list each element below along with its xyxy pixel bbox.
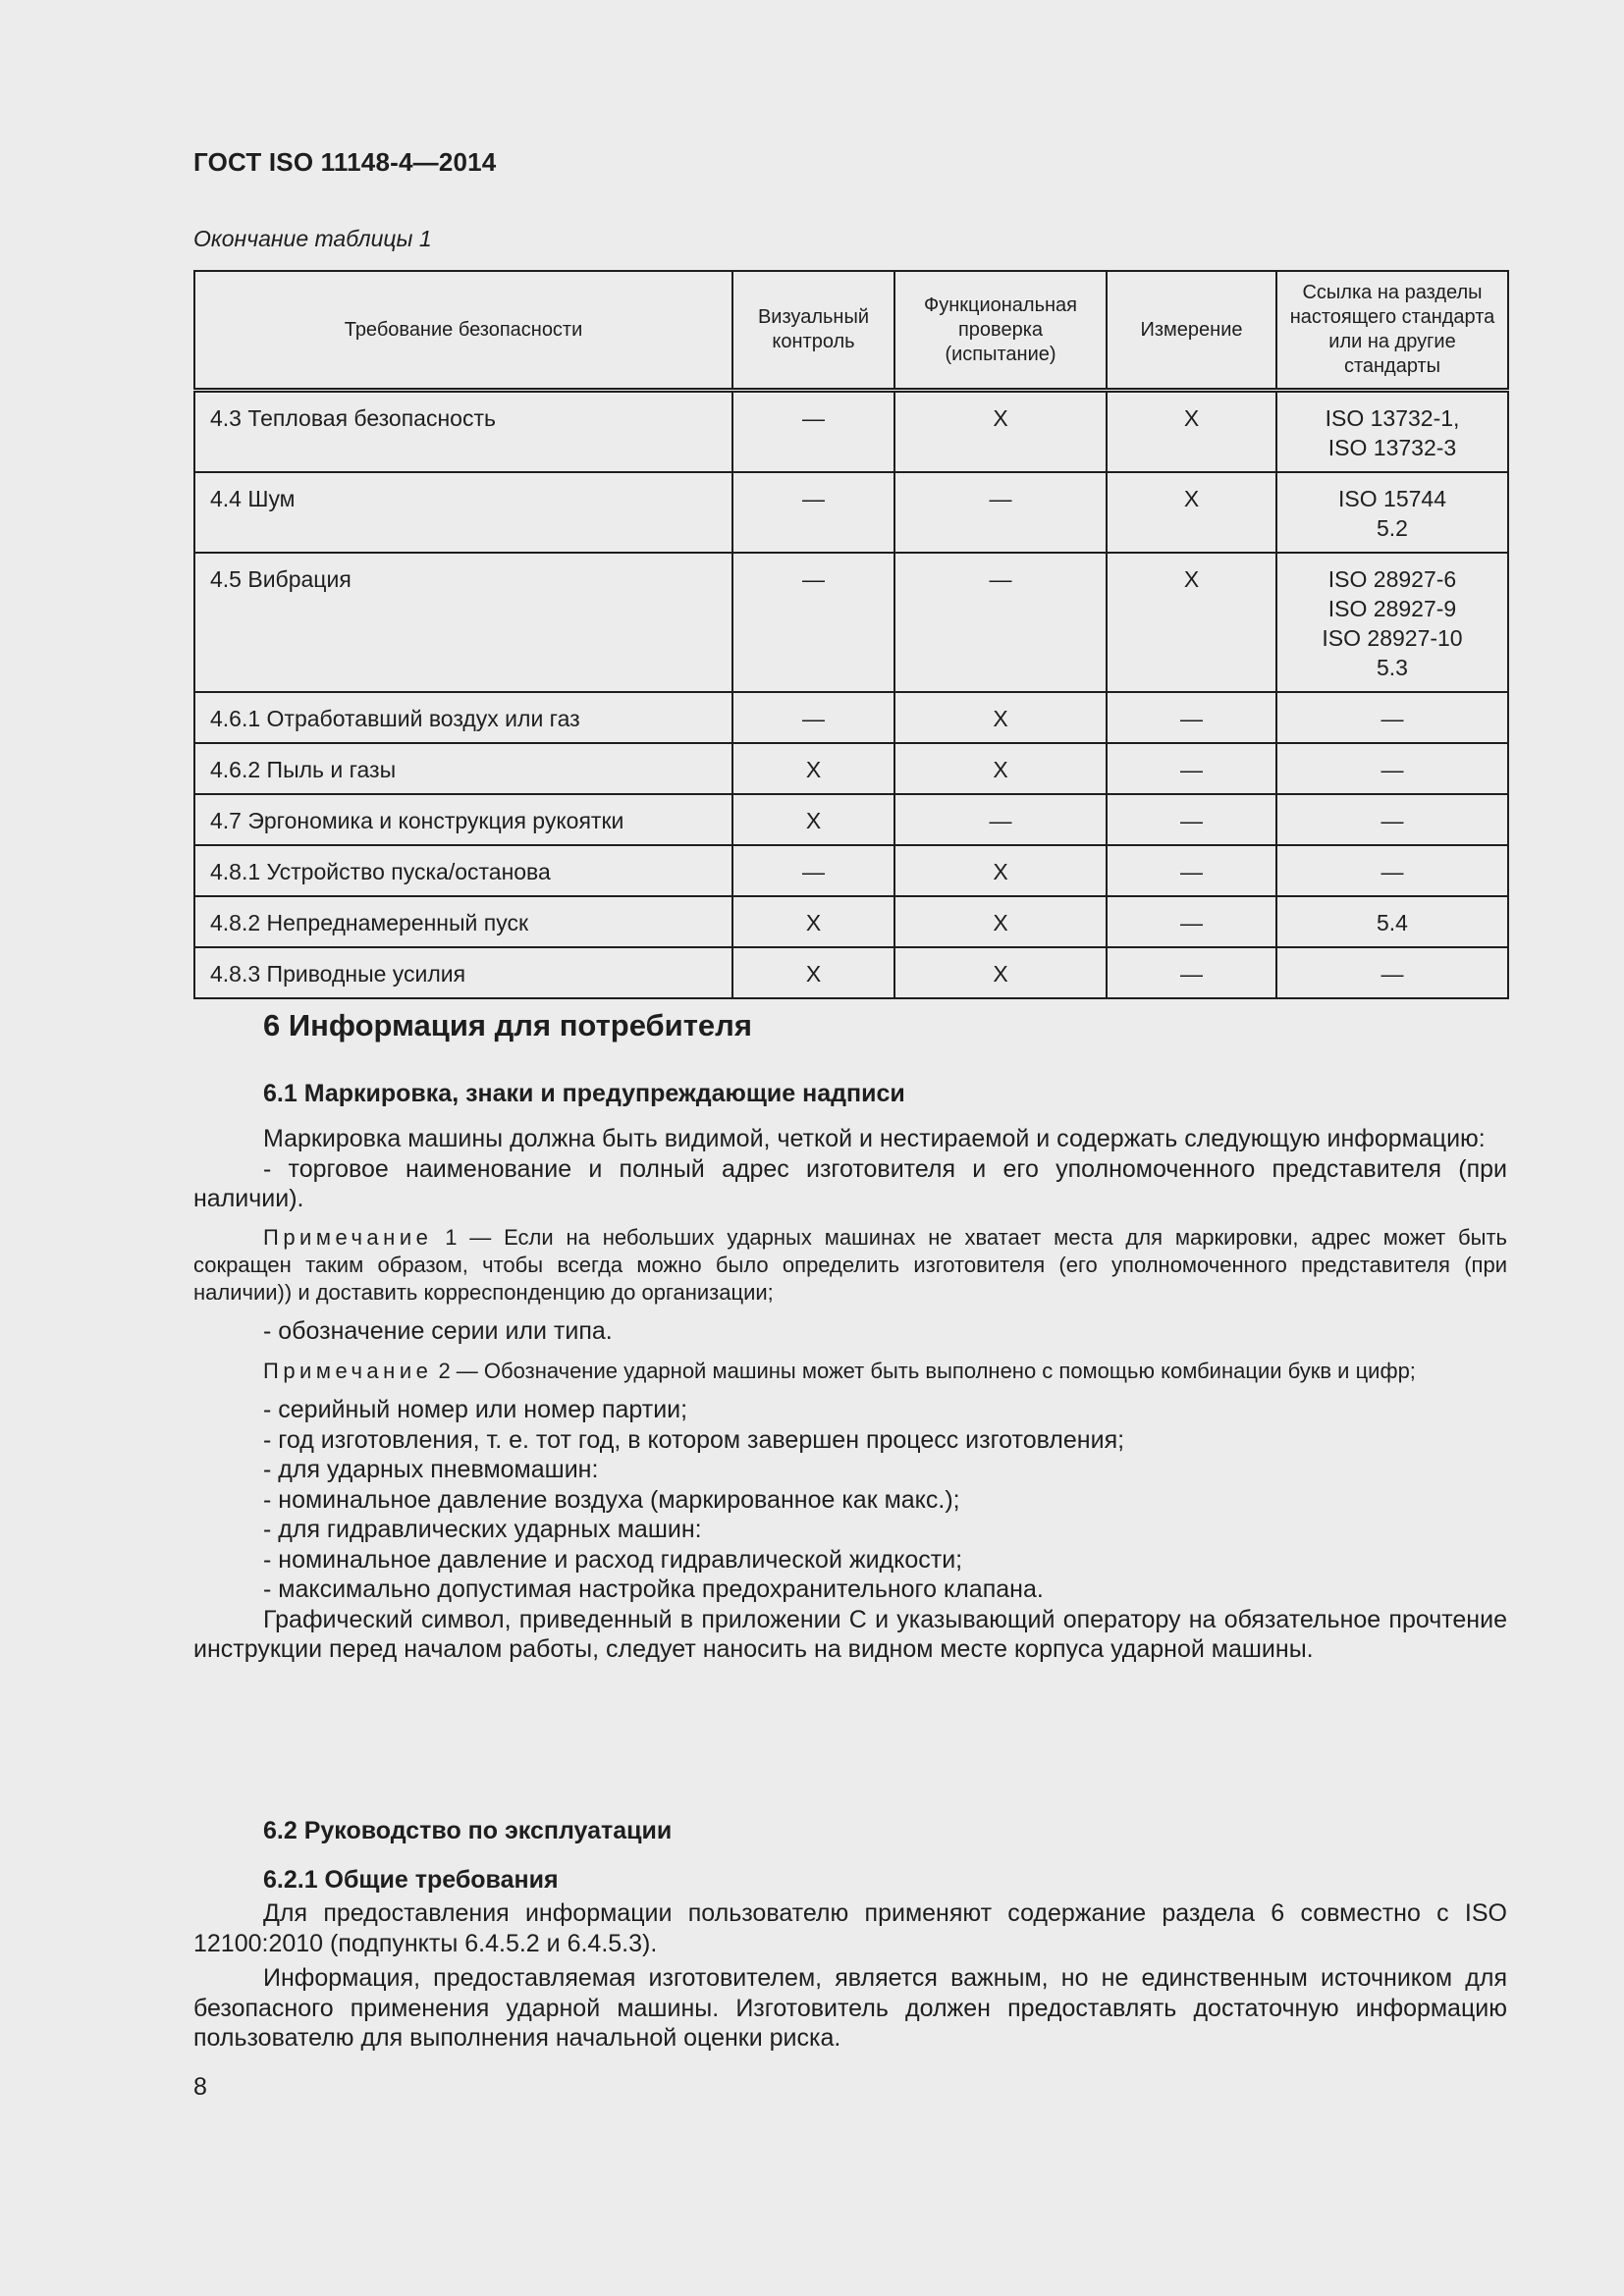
requirement-cell: 4.8.1 Устройство пуска/останова	[194, 845, 732, 896]
measurement-cell: X	[1107, 553, 1276, 692]
functional-check-cell: X	[894, 896, 1107, 947]
table-row	[194, 692, 1508, 743]
note-label: Примечание	[263, 1359, 433, 1383]
table-row	[194, 845, 1508, 896]
requirement-cell: 4.8.3 Приводные усилия	[194, 947, 732, 998]
requirement-cell: 4.5 Вибрация	[194, 553, 732, 692]
section-6-2-1-title: 6.2.1 Общие требования	[263, 1866, 559, 1894]
reference-cell: 5.4	[1276, 896, 1508, 947]
paragraph: Информация, предоставляемая изготовителем, является важным, но не единственным источником для безопасного применения ударной машины. Изготовитель должен предоставлять достаточную информацию пользователю для выполнения начальной оценки риска.	[193, 1964, 1507, 2052]
paragraph: Маркировка машины должна быть видимой, четкой и нестираемой и содержать следующую информацию:	[263, 1125, 1486, 1152]
list-item: - обозначение серии или типа.	[263, 1316, 613, 1345]
reference-cell: ISO 15744 5.2	[1276, 472, 1508, 553]
note-label: Примечание	[263, 1224, 433, 1250]
visual-check-cell: X	[732, 896, 894, 947]
section-6-1-title: 6.1 Маркировка, знаки и предупреждающие надписи	[263, 1080, 905, 1107]
reference-cell: —	[1276, 845, 1508, 896]
paragraph: Для предоставления информации пользователю применяют содержание раздела 6 совместно с ISO 12100:2010 (подпункты 6.4.5.2 и 6.4.5.3).	[193, 1899, 1507, 1957]
list-item: - торговое наименование и полный адрес изготовителя и его уполномоченного представителя (при наличии).	[193, 1154, 1507, 1212]
list-item: - для гидравлических ударных машин:	[263, 1516, 702, 1543]
measurement-cell: —	[1107, 692, 1276, 743]
functional-check-cell: X	[894, 692, 1107, 743]
paragraph: Графический символ, приведенный в приложении С и указывающий оператору на обязательное прочтение инструкции перед началом работы, следует наносить на видном месте корпуса ударной машины.	[193, 1605, 1507, 1663]
marking-list	[193, 1395, 1507, 1605]
column-header: Ссылка на разделы настоящего стандарта или на другие стандарты	[1276, 271, 1508, 391]
column-header: Функциональная проверка (испытание)	[894, 271, 1107, 391]
visual-check-cell: —	[732, 553, 894, 692]
list-item: - для ударных пневмомашин:	[263, 1456, 599, 1483]
functional-check-cell: —	[894, 553, 1107, 692]
reference-cell: —	[1276, 743, 1508, 794]
visual-check-cell: X	[732, 947, 894, 998]
requirements-table	[193, 270, 1509, 999]
requirement-cell: 4.3 Тепловая безопасность	[194, 391, 732, 473]
list-item: - номинальное давление воздуха (маркированное как макс.);	[263, 1485, 960, 1514]
reference-cell: ISO 28927-6 ISO 28927-9 ISO 28927-10 5.3	[1276, 553, 1508, 692]
functional-check-cell: X	[894, 947, 1107, 998]
list-item: - год изготовления, т. е. тот год, в котором завершен процесс изготовления;	[263, 1425, 1125, 1454]
measurement-cell: —	[1107, 896, 1276, 947]
functional-check-cell: —	[894, 794, 1107, 845]
document-header: ГОСТ ISO 11148-4—2014	[193, 147, 497, 177]
measurement-cell: —	[1107, 794, 1276, 845]
list-item: - серийный номер или номер партии;	[263, 1396, 688, 1423]
visual-check-cell: —	[732, 472, 894, 553]
table-row	[194, 743, 1508, 794]
column-header: Измерение	[1107, 271, 1276, 391]
measurement-cell: —	[1107, 845, 1276, 896]
list-item: - максимально допустимая настройка предохранительного клапана.	[263, 1575, 1044, 1603]
section-6-title: 6 Информация для потребителя	[263, 1008, 752, 1042]
note-text: 1 — Если на небольших ударных машинах не хватает места для маркировки, адрес может быть сокращен таким образом, чтобы всегда можно было определить изготовителя (его уполномоченного представителя (при наличии)) и доставить корреспонденцию до организации;	[193, 1224, 1507, 1305]
table-row	[194, 391, 1508, 473]
measurement-cell: X	[1107, 472, 1276, 553]
visual-check-cell: X	[732, 743, 894, 794]
table-row	[194, 553, 1508, 692]
requirement-cell: 4.7 Эргономика и конструкция рукоятки	[194, 794, 732, 845]
reference-cell: —	[1276, 947, 1508, 998]
table-row	[194, 947, 1508, 998]
requirement-cell: 4.4 Шум	[194, 472, 732, 553]
functional-check-cell: X	[894, 845, 1107, 896]
reference-cell: ISO 13732-1, ISO 13732-3	[1276, 391, 1508, 473]
functional-check-cell: X	[894, 743, 1107, 794]
section-6-2-1-body	[193, 1898, 1507, 2054]
visual-check-cell: —	[732, 845, 894, 896]
note-1	[193, 1224, 1507, 1307]
visual-check-cell: X	[732, 794, 894, 845]
functional-check-cell: X	[894, 391, 1107, 473]
note-2	[193, 1358, 1507, 1385]
measurement-cell: —	[1107, 743, 1276, 794]
section-6-1-body	[193, 1124, 1507, 1665]
table-header-row	[194, 271, 1508, 391]
measurement-cell: X	[1107, 391, 1276, 473]
reference-cell: —	[1276, 794, 1508, 845]
table-row	[194, 896, 1508, 947]
functional-check-cell: —	[894, 472, 1107, 553]
visual-check-cell: —	[732, 391, 894, 473]
reference-cell: —	[1276, 692, 1508, 743]
section-6-2-title: 6.2 Руководство по эксплуатации	[263, 1817, 673, 1844]
list-item: - номинальное давление и расход гидравлической жидкости;	[263, 1545, 963, 1574]
measurement-cell: —	[1107, 947, 1276, 998]
page-number: 8	[193, 2073, 207, 2101]
column-header: Требование безопасности	[194, 271, 732, 391]
column-header: Визуальный контроль	[732, 271, 894, 391]
requirement-cell: 4.6.1 Отработавший воздух или газ	[194, 692, 732, 743]
table-row	[194, 794, 1508, 845]
note-text: 2 — Обозначение ударной машины может быть выполнено с помощью комбинации букв и цифр;	[432, 1359, 1416, 1383]
table-row	[194, 472, 1508, 553]
visual-check-cell: —	[732, 692, 894, 743]
table-caption: Окончание таблицы 1	[193, 226, 432, 251]
requirement-cell: 4.6.2 Пыль и газы	[194, 743, 732, 794]
requirement-cell: 4.8.2 Непреднамеренный пуск	[194, 896, 732, 947]
